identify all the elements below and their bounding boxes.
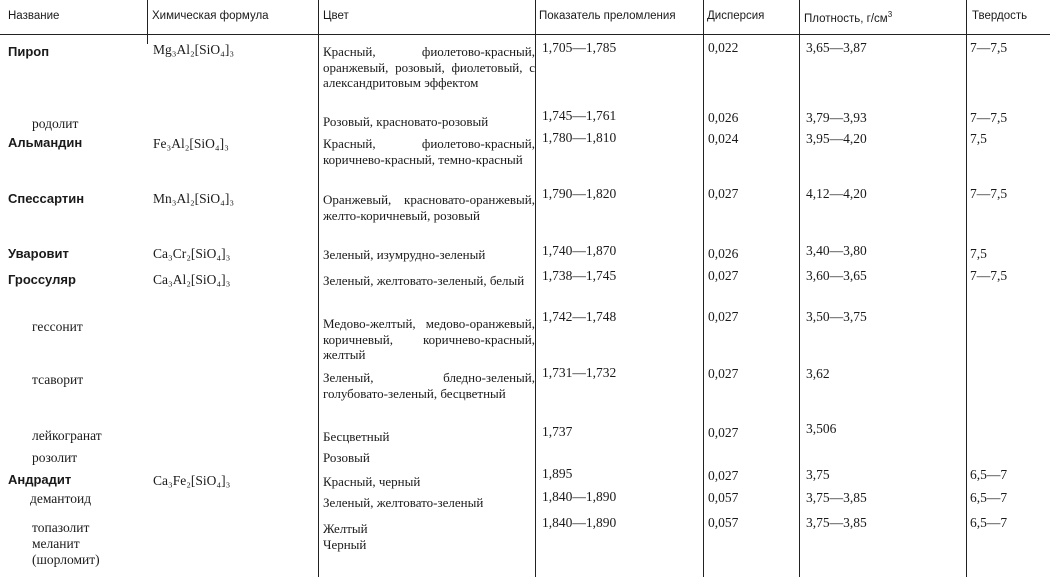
row-color: Медово-желтый, медово-оранжевый, коричневый, коричнево-красный, желтый bbox=[323, 316, 535, 362]
column-divider bbox=[535, 0, 536, 577]
row-dispersion: 0,024 bbox=[708, 131, 739, 146]
row-density: 3,50—3,75 bbox=[806, 309, 867, 324]
row-refraction: 1,840—1,890 bbox=[542, 515, 617, 530]
row-hardness: 7,5 bbox=[970, 246, 987, 261]
row-density: 3,75—3,85 bbox=[806, 515, 867, 530]
row-name: Уваровит bbox=[8, 246, 69, 261]
row-color: Зеленый, желтовато-зеленый, белый bbox=[323, 273, 525, 288]
header-name: Название bbox=[8, 10, 60, 22]
row-color: Розовый, красновато-розовый bbox=[323, 114, 489, 129]
row-color: Зеленый, желтовато-зеленый bbox=[323, 495, 484, 510]
row-density: 3,60—3,65 bbox=[806, 268, 867, 283]
row-formula: Ca₃Cr₂[SiO₄]₃ bbox=[153, 246, 231, 261]
row-density: 3,40—3,80 bbox=[806, 243, 867, 258]
column-divider bbox=[318, 0, 319, 577]
row-density: 3,95—4,20 bbox=[806, 131, 867, 146]
column-divider bbox=[966, 0, 967, 577]
row-density: 3,62 bbox=[806, 366, 830, 381]
header-density-label: Плотность, г/см bbox=[804, 12, 888, 25]
row-color: Оранжевый, красновато-оранжевый, желто-коричневый, розовый bbox=[323, 192, 535, 223]
row-refraction: 1,737 bbox=[542, 424, 573, 439]
row-formula: Fe₃Al₂[SiO₄]₃ bbox=[153, 136, 229, 151]
row-refraction: 1,738—1,745 bbox=[542, 268, 617, 283]
row-name: меланит (шорломит) bbox=[32, 536, 100, 567]
row-color: Бесцветный bbox=[323, 429, 390, 444]
row-color: Красный, фиолетово-красный, коричнево-красный, темно-красный bbox=[323, 136, 535, 167]
row-density: 3,65—3,87 bbox=[806, 40, 867, 55]
header-formula: Химическая формула bbox=[152, 10, 269, 22]
row-formula: Ca₃Al₂[SiO₄]₃ bbox=[153, 272, 231, 287]
row-refraction: 1,780—1,810 bbox=[542, 130, 617, 145]
row-color: Желтый bbox=[323, 521, 368, 536]
column-divider bbox=[799, 0, 800, 577]
row-name: тсаворит bbox=[32, 372, 84, 387]
row-hardness: 7,5 bbox=[970, 131, 987, 146]
row-hardness: 6,5—7 bbox=[970, 467, 1008, 482]
row-dispersion: 0,027 bbox=[708, 309, 739, 324]
row-density: 4,12—4,20 bbox=[806, 186, 867, 201]
row-formula: Mn₃Al₂[SiO₄]₃ bbox=[153, 191, 235, 206]
row-formula: Mg₃Al₂[SiO₄]₃ bbox=[153, 42, 235, 57]
row-dispersion: 0,022 bbox=[708, 40, 739, 55]
row-refraction: 1,745—1,761 bbox=[542, 108, 617, 123]
row-name: родолит bbox=[32, 116, 79, 131]
row-hardness: 7—7,5 bbox=[970, 110, 1008, 125]
row-name: Альмандин bbox=[8, 135, 83, 150]
row-refraction: 1,790—1,820 bbox=[542, 186, 617, 201]
row-color: Розовый bbox=[323, 450, 370, 465]
row-name: Спессартин bbox=[8, 191, 85, 206]
row-density: 3,75 bbox=[806, 467, 830, 482]
row-hardness: 6,5—7 bbox=[970, 515, 1008, 530]
header-density-sup: 3 bbox=[887, 10, 893, 19]
header-dispersion: Дисперсия bbox=[707, 10, 765, 22]
row-name: топазолит bbox=[32, 520, 90, 535]
row-hardness: 6,5—7 bbox=[970, 490, 1008, 505]
row-color: Зеленый, изумрудно-зеленый bbox=[323, 247, 486, 262]
row-refraction: 1,742—1,748 bbox=[542, 309, 617, 324]
row-refraction: 1,731—1,732 bbox=[542, 365, 617, 380]
header-hardness: Твердость bbox=[972, 10, 1028, 22]
row-formula: Ca₃Fe₂[SiO₄]₃ bbox=[153, 473, 231, 488]
row-dispersion: 0,027 bbox=[708, 186, 739, 201]
row-name: лейкогранат bbox=[32, 428, 102, 443]
row-color: Черный bbox=[323, 537, 367, 552]
row-hardness: 7—7,5 bbox=[970, 40, 1008, 55]
row-color: Красный, фиолетово-красный, оранжевый, розовый, фиолетовый, с александритовым эффектом bbox=[323, 44, 535, 90]
row-name: Гроссуляр bbox=[8, 272, 76, 287]
row-dispersion: 0,057 bbox=[708, 515, 739, 530]
header-density bbox=[804, 10, 892, 25]
row-refraction: 1,895 bbox=[542, 466, 573, 481]
row-dispersion: 0,027 bbox=[708, 468, 739, 483]
row-refraction: 1,740—1,870 bbox=[542, 243, 617, 258]
row-name: Андрадит bbox=[8, 472, 72, 487]
row-hardness: 7—7,5 bbox=[970, 186, 1008, 201]
row-color: Зеленый, бледно-зеленый, голубовато-зеленый, бесцветный bbox=[323, 370, 535, 401]
row-hardness: 7—7,5 bbox=[970, 268, 1008, 283]
header-color: Цвет bbox=[323, 10, 349, 22]
row-dispersion: 0,026 bbox=[708, 246, 739, 261]
row-name: Пироп bbox=[8, 44, 50, 59]
header-rule bbox=[0, 34, 1050, 35]
row-dispersion: 0,026 bbox=[708, 110, 739, 125]
row-density: 3,79—3,93 bbox=[806, 110, 867, 125]
row-density: 3,506 bbox=[806, 421, 837, 436]
row-refraction: 1,705—1,785 bbox=[542, 40, 617, 55]
column-divider bbox=[147, 0, 148, 44]
row-density: 3,75—3,85 bbox=[806, 490, 867, 505]
row-name: розолит bbox=[32, 450, 78, 465]
row-dispersion: 0,027 bbox=[708, 268, 739, 283]
header-refraction: Показатель преломления bbox=[539, 10, 676, 22]
row-name: гессонит bbox=[32, 319, 83, 334]
row-refraction: 1,840—1,890 bbox=[542, 489, 617, 504]
row-dispersion: 0,057 bbox=[708, 490, 739, 505]
row-name: демантоид bbox=[30, 491, 92, 506]
column-divider bbox=[703, 0, 704, 577]
row-dispersion: 0,027 bbox=[708, 366, 739, 381]
row-dispersion: 0,027 bbox=[708, 425, 739, 440]
row-color: Красный, черный bbox=[323, 474, 421, 489]
